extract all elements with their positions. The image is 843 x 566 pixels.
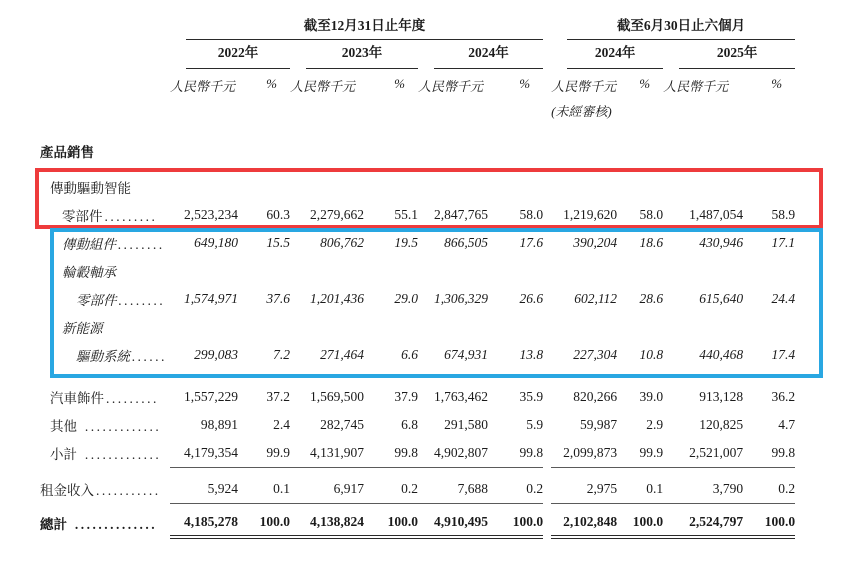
percent-value: 17.6 xyxy=(519,235,544,250)
amount-value xyxy=(290,137,364,165)
row-label: 租金收入 ........... xyxy=(40,483,161,498)
amount-value: 440,468 xyxy=(699,347,744,362)
annual-period-title: 截至12月31日止年度 xyxy=(186,14,543,40)
amount-value: 1,574,971 xyxy=(184,291,238,306)
percent-value: 17.1 xyxy=(771,235,796,250)
year-2024-label: 2024年 xyxy=(434,41,543,69)
row-label: 總計 .............. xyxy=(40,517,158,532)
amount-value: 2,524,797 xyxy=(663,509,743,537)
percent-value xyxy=(364,137,418,165)
table-row xyxy=(40,439,795,467)
percent-value: 60.3 xyxy=(266,207,290,222)
percent-value: 10.8 xyxy=(639,347,664,362)
row-label: 輪轂軸承 xyxy=(62,265,116,280)
row-label: 汽車飾件 ......... xyxy=(50,391,159,406)
percent-value: 0.2 xyxy=(364,475,418,503)
year-2022-header xyxy=(170,40,290,69)
percent-value: 0.2 xyxy=(488,475,543,503)
dot-leader: ......... xyxy=(104,209,158,224)
amount-value: 282,745 xyxy=(320,417,364,432)
percent-value: 28.6 xyxy=(639,291,664,306)
percent-value: 6.6 xyxy=(401,347,418,362)
unit-label: 人民幣千元 xyxy=(418,79,484,94)
empty-cell xyxy=(40,14,170,40)
percent-label: % xyxy=(639,76,651,91)
percent-label: % xyxy=(771,76,783,91)
percent-value: 17.4 xyxy=(771,347,796,362)
percent-value: 58.0 xyxy=(519,207,544,222)
percent-value: 13.8 xyxy=(519,347,544,362)
amount-value: 291,580 xyxy=(444,417,488,432)
amount-value: 1,487,054 xyxy=(689,207,744,222)
red-highlight-box xyxy=(35,168,823,229)
row-label: 傳動組件 ........ xyxy=(62,237,165,252)
interim-2025-label: 2025年 xyxy=(679,41,795,69)
percent-value: 99.8 xyxy=(743,439,795,467)
year-2023-header xyxy=(290,40,418,69)
percent-value xyxy=(488,137,543,165)
table-header xyxy=(40,14,795,137)
dot-leader: ......... xyxy=(106,391,159,406)
unit-label: 人民幣千元 xyxy=(290,79,356,94)
percent-value: 15.5 xyxy=(266,235,290,250)
percent-value: 26.6 xyxy=(519,291,544,306)
interim-period-header xyxy=(551,14,795,40)
percent-value: 4.7 xyxy=(778,417,796,432)
percent-value: 37.6 xyxy=(266,291,290,306)
percent-value: 100.0 xyxy=(743,509,795,537)
amount-value: 98,891 xyxy=(200,417,238,432)
section-row xyxy=(40,137,795,165)
row-label: 驅動系統 ...... xyxy=(76,349,168,364)
amount-value: 674,931 xyxy=(444,347,488,362)
interim-2024-header xyxy=(551,40,663,69)
percent-value: 99.9 xyxy=(617,439,663,467)
percent-value: 0.1 xyxy=(617,475,663,503)
amount-value: 1,557,229 xyxy=(184,389,238,404)
row-label: 小計 ............. xyxy=(50,447,162,462)
percent-value: 7.2 xyxy=(273,347,290,362)
dot-leader: .............. xyxy=(69,517,158,532)
table-row xyxy=(40,475,795,503)
dot-leader: ............. xyxy=(79,419,162,434)
column-gap xyxy=(543,411,551,439)
column-gap xyxy=(543,40,551,69)
amount-value: 2,847,765 xyxy=(434,207,488,222)
percent-value: 99.9 xyxy=(238,439,290,467)
percent-value: 39.0 xyxy=(639,389,664,404)
dot-leader: ........ xyxy=(118,293,166,308)
amount-value: 615,640 xyxy=(699,291,744,306)
percent-value: 99.8 xyxy=(364,439,418,467)
percent-label: % xyxy=(266,76,277,91)
column-gap xyxy=(543,475,551,503)
percent-value: 2.4 xyxy=(273,417,290,432)
column-gap xyxy=(543,509,551,537)
row-label: 新能源 xyxy=(62,321,103,336)
year-2022-label: 2022年 xyxy=(186,41,290,69)
amount-value xyxy=(418,137,488,165)
amount-value: 390,204 xyxy=(573,235,618,250)
percent-value: 5.9 xyxy=(526,417,544,432)
dot-leader: ........... xyxy=(96,483,161,498)
row-label: 傳動驅動智能 xyxy=(50,181,131,196)
unit-label: 人民幣千元 xyxy=(663,79,729,94)
percent-label: % xyxy=(519,76,531,91)
spacer-cell xyxy=(40,467,795,475)
interim-2025-header xyxy=(663,40,795,69)
amount-value: 2,975 xyxy=(551,475,617,503)
column-gap xyxy=(543,439,551,467)
column-gap xyxy=(543,69,551,137)
amount-value xyxy=(663,137,743,165)
row-label: 零部件 ......... xyxy=(62,209,158,224)
percent-value: 58.0 xyxy=(639,207,664,222)
annual-period-header xyxy=(170,14,543,40)
amount-value: 4,910,495 xyxy=(418,509,488,537)
percent-value: 0.2 xyxy=(743,475,795,503)
percent-value xyxy=(617,137,663,165)
dot-leader: ........ xyxy=(118,237,165,252)
percent-label: % xyxy=(394,76,405,91)
period-group-row xyxy=(40,14,795,40)
percent-value: 58.9 xyxy=(771,207,796,222)
dot-leader: ............. xyxy=(79,447,162,462)
amount-value: 1,763,462 xyxy=(434,389,488,404)
amount-value: 649,180 xyxy=(194,235,238,250)
amount-value: 913,128 xyxy=(699,389,744,404)
percent-value: 100.0 xyxy=(488,509,543,537)
empty-cell xyxy=(40,69,170,137)
amount-value: 227,304 xyxy=(573,347,618,362)
amount-value: 4,131,907 xyxy=(290,439,364,467)
percent-value: 55.1 xyxy=(394,207,418,222)
year-row xyxy=(40,40,795,69)
amount-value: 299,083 xyxy=(194,347,238,362)
table-row xyxy=(40,411,795,439)
amount-value: 2,279,662 xyxy=(310,207,364,222)
unit-label: 人民幣千元 xyxy=(170,79,236,94)
percent-value: 19.5 xyxy=(394,235,418,250)
amount-value: 1,201,436 xyxy=(310,291,364,306)
year-2023-label: 2023年 xyxy=(306,41,418,69)
interim-2024-label: 2024年 xyxy=(567,41,663,69)
column-gap xyxy=(543,14,551,40)
amount-value: 3,790 xyxy=(663,475,743,503)
amount-value: 271,464 xyxy=(320,347,364,362)
unit-label-unaudited: 人民幣千元 (未經審核) xyxy=(551,79,617,119)
unit-row xyxy=(40,69,795,137)
amount-value: 602,112 xyxy=(574,291,618,306)
percent-value: 35.9 xyxy=(519,389,544,404)
unaudited-note: (未經審核) xyxy=(551,104,612,119)
year-2024-header xyxy=(418,40,543,69)
percent-value: 100.0 xyxy=(617,509,663,537)
percent-value: 36.2 xyxy=(771,389,796,404)
amount-value: 59,987 xyxy=(579,417,618,432)
amount-value xyxy=(551,137,617,165)
amount-value: 7,688 xyxy=(418,475,488,503)
amount-value: 6,917 xyxy=(290,475,364,503)
dot-leader: ...... xyxy=(132,349,168,364)
amount-value: 806,762 xyxy=(320,235,364,250)
row-label: 其他 ............. xyxy=(50,419,162,434)
percent-value: 37.9 xyxy=(394,389,418,404)
amount-value: 2,102,848 xyxy=(551,509,617,537)
percent-value xyxy=(743,137,795,165)
row-label: 零部件 ........ xyxy=(76,293,166,308)
percent-value: 24.4 xyxy=(771,291,796,306)
column-gap xyxy=(543,137,551,165)
percent-value: 100.0 xyxy=(364,509,418,537)
percent-value: 29.0 xyxy=(394,291,418,306)
row-label: 產品銷售 xyxy=(40,145,94,160)
percent-value: 37.2 xyxy=(266,389,290,404)
amount-value: 2,099,873 xyxy=(551,439,617,467)
amount-value: 1,219,620 xyxy=(563,207,618,222)
amount-value: 1,306,329 xyxy=(434,291,488,306)
amount-value: 4,179,354 xyxy=(170,439,238,467)
blue-highlight-box xyxy=(50,228,823,378)
column-gap xyxy=(543,383,551,411)
amount-value: 866,505 xyxy=(444,235,488,250)
amount-value: 1,569,500 xyxy=(310,389,364,404)
percent-value xyxy=(238,137,290,165)
percent-value: 99.8 xyxy=(488,439,543,467)
empty-cell xyxy=(40,40,170,69)
spacer-row xyxy=(40,467,795,475)
amount-value: 2,521,007 xyxy=(663,439,743,467)
amount-value: 4,185,278 xyxy=(170,509,238,537)
amount-value: 2,523,234 xyxy=(184,207,238,222)
amount-value: 5,924 xyxy=(170,475,238,503)
interim-period-title: 截至6月30日止六個月 xyxy=(567,14,795,40)
amount-value: 120,825 xyxy=(699,417,744,432)
amount-value: 820,266 xyxy=(573,389,618,404)
table-row xyxy=(40,509,795,537)
percent-value: 100.0 xyxy=(238,509,290,537)
amount-value: 430,946 xyxy=(699,235,744,250)
percent-value: 2.9 xyxy=(646,417,664,432)
percent-value: 6.8 xyxy=(401,417,418,432)
amount-value: 4,138,824 xyxy=(290,509,364,537)
amount-value xyxy=(170,137,238,165)
table-row xyxy=(40,383,795,411)
percent-value: 18.6 xyxy=(639,235,664,250)
amount-value: 4,902,807 xyxy=(418,439,488,467)
percent-value: 0.1 xyxy=(238,475,290,503)
